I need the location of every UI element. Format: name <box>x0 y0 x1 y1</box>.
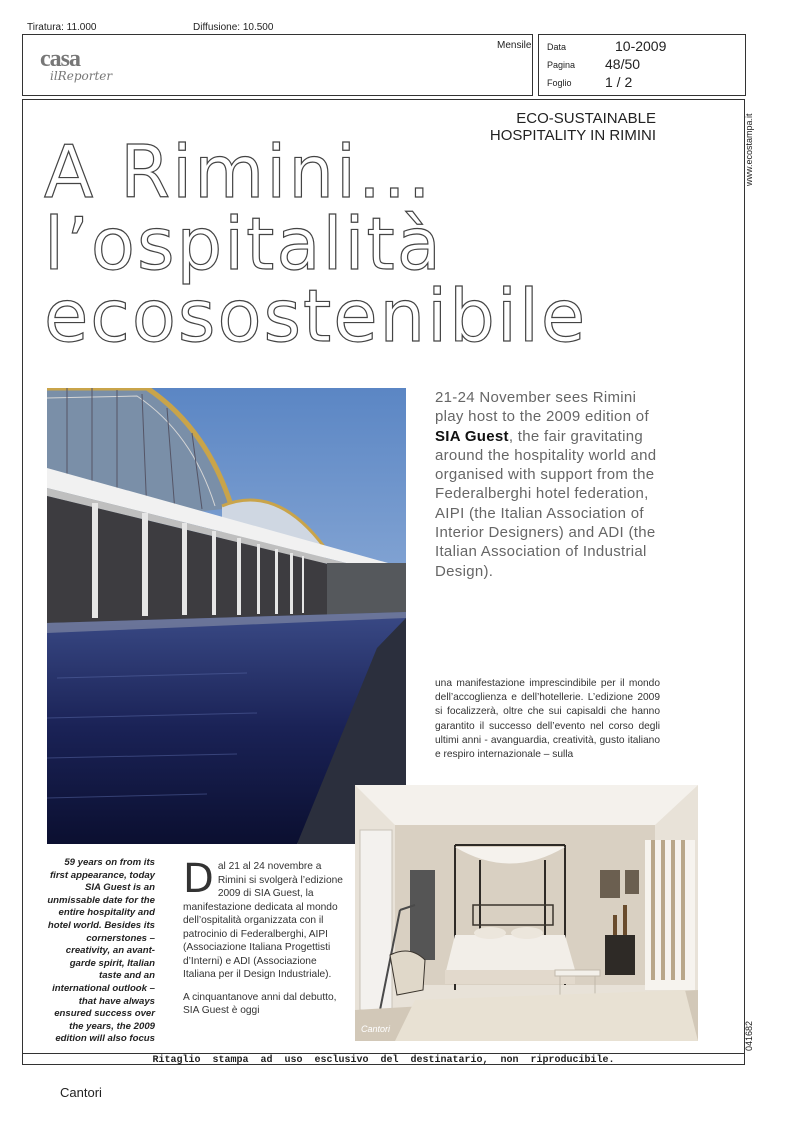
body-column-middle <box>183 856 345 1027</box>
meta-row-foglio <box>547 73 742 90</box>
kicker-line: HOSPITALITY IN RIMINI <box>489 127 656 144</box>
side-code <box>740 1015 760 1055</box>
pavilion-photo-image <box>47 388 406 844</box>
intro-text-post: , the fair gravitating around the hospitality world and organised with support from the Federalberghi hotel federation, AIPI (the Italian Association of Interior Designers) and ADI (the Italian Association of Industrial Design). <box>435 427 657 580</box>
bedroom-photo <box>355 785 698 1041</box>
pavilion-photo <box>47 388 406 844</box>
title-line: l’ospitalità <box>44 202 443 286</box>
logo-reporter-text: ilReporter <box>50 69 113 83</box>
dropcap: D <box>183 856 214 902</box>
meta-value: 1 / 2 <box>605 74 633 90</box>
title-line: ecosostenibile <box>44 274 588 358</box>
logo-casa-text: casa <box>40 46 80 72</box>
page-caption: Cantori <box>60 1085 102 1100</box>
side-url <box>740 110 760 190</box>
meta-key: Foglio <box>547 78 572 88</box>
meta-key: Data <box>547 42 567 52</box>
intro-bold-name: SIA Guest <box>435 427 509 445</box>
meta-row-pagina <box>547 55 742 72</box>
intro-text-pre: 21-24 November sees Rimini play host to the 2009 edition of <box>435 389 649 426</box>
side-code-text: 041682 <box>744 1020 754 1051</box>
meta-value: 48/50 <box>605 56 641 72</box>
frequency-label: Mensile <box>497 40 532 51</box>
kicker-line: ECO-SUSTAINABLE <box>516 110 656 127</box>
body-column-right: una manifestazione imprescindibile per il mondo dell’accoglienza e dell’hotellerie. L’edizione 2009 si focalizzerà, oltre che sui capisaldi che hanno garantito il successo dell’evento nel corso degli ultimi anni - avanguardia, creatività, gusto italiano e respiro internazionale – sulla <box>435 678 660 761</box>
meta-row-data <box>547 37 742 54</box>
body-paragraph-text: al 21 al 24 novembre a Rimini si svolgerà l’edizione 2009 di SIA Guest, la manifestazione dedicata al mondo dell’ospitalità organizzata con il patrocinio di Federalberghi, AIPI (Associazione Italiana Progettisti d’Interni) e ADI (Associazione Italiana per il Design Industriale). <box>183 861 343 980</box>
tiratura-label: Tiratura: 11.000 <box>27 22 97 33</box>
meta-value: 10-2009 <box>615 38 667 54</box>
title-line: A Rimini... <box>44 130 433 214</box>
photo-caption-left: 59 years on from its first appearance, today SIA Guest is an unmissable date for the entire hospitality and hotel world. Besides its cornerstones – creativity, an avant-garde spirit, Italian taste and an international outlook – that have always ensured success over the years, the 2009 edition will also focus <box>47 857 155 1045</box>
body-paragraph <box>183 856 345 982</box>
body-paragraph: A cinquantanove anni dal debutto, SIA Guest è oggi <box>183 991 337 1016</box>
bedroom-photo-image <box>355 785 698 1041</box>
meta-box <box>538 34 746 96</box>
footer-disclaimer: Ritaglio stampa ad uso esclusivo del destinatario, non riproducibile. <box>22 1053 745 1068</box>
side-url-text: www.ecostampa.it <box>744 113 754 186</box>
photo-credit: Cantori <box>361 1024 391 1034</box>
diffusione-label: Diffusione: 10.500 <box>193 22 274 33</box>
article-intro <box>435 388 660 581</box>
meta-key: Pagina <box>547 60 576 70</box>
magazine-logo <box>40 48 120 90</box>
